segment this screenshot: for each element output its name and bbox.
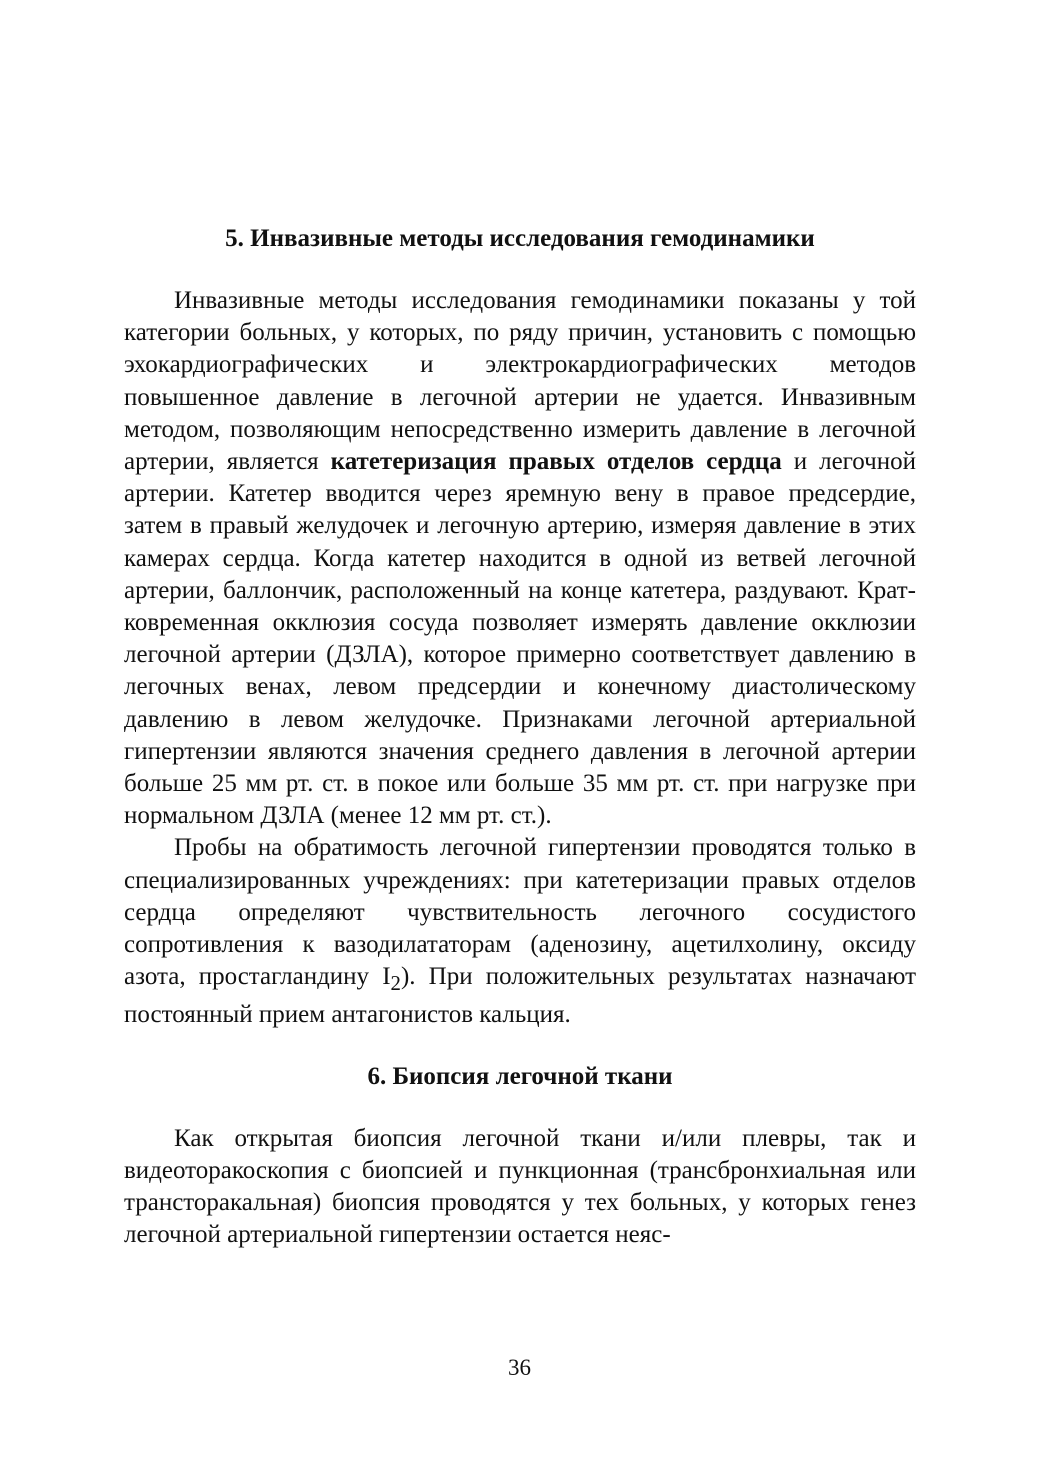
section-6-title: 6. Биопсия легочной ткани — [367, 1062, 673, 1090]
section-5-paragraph-2-text-a: Пробы на обратимость легочной гипертензии проводятся только в специализированных учреждениях: при катетеризации правых отделов сердца определяют чувствительность легочного сосудистого сопротивления к вазодилататорам (аденозину, ацетилхолину, оксиду азота, простагландину I — [124, 834, 916, 991]
section-5-paragraph-1-bold-term: катетеризация правых отделов сердца — [330, 448, 782, 476]
section-5-paragraph-2 — [124, 832, 916, 1031]
document-page — [124, 222, 916, 1402]
section-5-paragraph-1-text-b: и легочной артерии. Катетер вводится через яремную вену в правое предсердие, затем в правый желудочек и легочную артерию, измеряя давление в этих камерах сердца. Когда катетер находится в одной из ветвей легочной артерии, баллончик, расположенный на конце катетера, раздувают. Кратковременная окклюзия сосуда позволяет измерять давление окклюзии легочной артерии (ДЗЛА), которое примерно соответствует давлению в легочных венах, левом предсердии и конечному диастолическому давлению в левом желудочке. Признаками легочной артериальной гипертензии являются значения среднего давления в легочной артерии больше 25 мм рт. ст. в покое или больше 35 мм рт. ст. при нагрузке при нормальном ДЗЛА (менее 12 мм рт. ст.). — [124, 448, 916, 830]
section-6-paragraph-1: Как открытая биопсия легочной ткани и/или плевры, так и видеоторакоскопия с биопсией и пункционная (трансбронхиальная или трансторакальная) биопсия проводятся у тех больных, у которых генез легочной артериальной гипертензии остается неяс- — [124, 1124, 916, 1249]
section-5-paragraph-1-text-a: Инвазивные методы исследования гемодинамики показаны у той категории больных, у которых, по ряду причин, установить с помощью эхокардиографических и электрокардиографических методов повышенное давление в легочной артерии не удается. Инвазивным методом, позволяющим непосредственно измерить давление в легочной артерии, является — [124, 287, 916, 476]
section-5-paragraph-2-subscript: 2 — [390, 971, 401, 996]
section-5-title: 5. Инвазивные методы исследования гемодинамики — [225, 225, 815, 252]
page-number: 36 — [508, 1355, 531, 1380]
section-5-paragraph-1 — [124, 285, 916, 832]
section-5-paragraph-2-text-b: ). При положительных результатах назначают постоянный прием антагонистов кальция. — [124, 963, 916, 1029]
